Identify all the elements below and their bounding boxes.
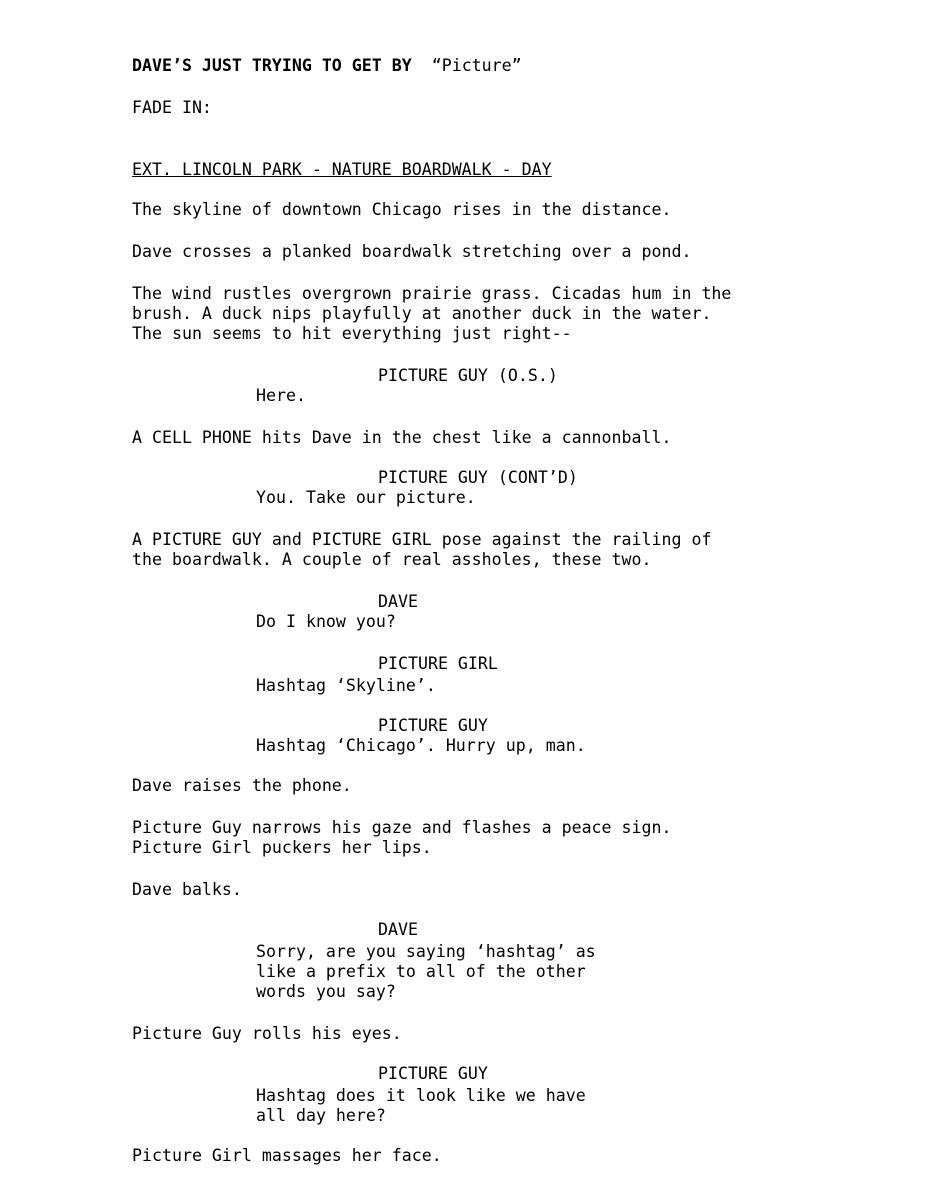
action-line: Dave balks. — [132, 880, 242, 899]
dialogue-line: words you say? — [256, 982, 396, 1001]
character-cue: DAVE — [378, 592, 418, 611]
dialogue-line: Hashtag ‘Chicago’. Hurry up, man. — [256, 736, 586, 755]
character-cue: PICTURE GUY — [378, 1064, 488, 1083]
character-cue: PICTURE GUY (CONT’D) — [378, 468, 578, 487]
action-line: A PICTURE GUY and PICTURE GIRL pose against the railing of — [132, 530, 712, 549]
action-line: Picture Guy rolls his eyes. — [132, 1024, 402, 1043]
transition: FADE IN: — [132, 98, 212, 117]
title-line — [132, 56, 522, 76]
character-cue: DAVE — [378, 920, 418, 939]
episode-title: “Picture” — [431, 56, 522, 75]
dialogue-line: Here. — [256, 386, 306, 405]
character-cue: PICTURE GUY (O.S.) — [378, 366, 558, 385]
dialogue-line: Hashtag does it look like we have — [256, 1086, 586, 1105]
character-cue: PICTURE GUY — [378, 716, 488, 735]
action-line: A CELL PHONE hits Dave in the chest like a cannonball. — [132, 428, 672, 447]
dialogue-line: like a prefix to all of the other — [256, 962, 586, 981]
dialogue-line: You. Take our picture. — [256, 488, 476, 507]
character-cue: PICTURE GIRL — [378, 654, 498, 673]
action-line: The wind rustles overgrown prairie grass. Cicadas hum in the — [132, 284, 732, 303]
dialogue-line: Sorry, are you saying ‘hashtag’ as — [256, 942, 596, 961]
scene-heading: EXT. LINCOLN PARK - NATURE BOARDWALK - DAY — [132, 160, 552, 179]
action-line: Picture Girl massages her face. — [132, 1146, 442, 1165]
dialogue-line: Do I know you? — [256, 612, 396, 631]
action-line: The sun seems to hit everything just right-- — [132, 324, 572, 343]
action-line: the boardwalk. A couple of real assholes, these two. — [132, 550, 652, 569]
dialogue-line: all day here? — [256, 1106, 386, 1125]
action-line: Picture Girl puckers her lips. — [132, 838, 432, 857]
action-line: brush. A duck nips playfully at another duck in the water. — [132, 304, 712, 323]
action-line: Dave crosses a planked boardwalk stretching over a pond. — [132, 242, 692, 261]
script-title: DAVE’S JUST TRYING TO GET BY — [132, 56, 412, 75]
action-line: The skyline of downtown Chicago rises in the distance. — [132, 200, 672, 219]
action-line: Dave raises the phone. — [132, 776, 352, 795]
dialogue-line: Hashtag ‘Skyline’. — [256, 676, 436, 695]
action-line: Picture Guy narrows his gaze and flashes a peace sign. — [132, 818, 672, 837]
